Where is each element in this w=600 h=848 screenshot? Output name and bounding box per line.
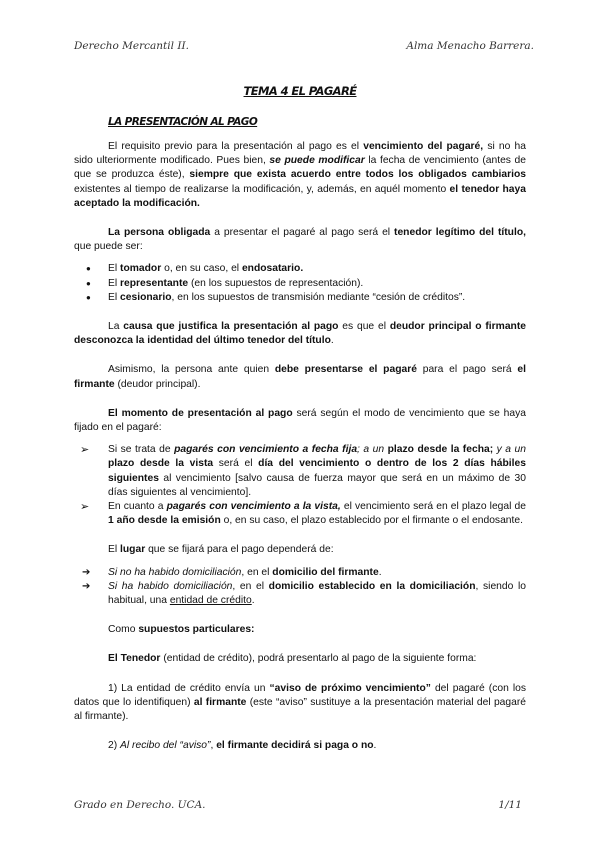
header-left: Derecho Mercantil II. (74, 40, 189, 52)
footer-left: Grado en Derecho. UCA. (74, 799, 206, 811)
paragraph-lugar: El lugar que se fijará para el pago dependerá de: (108, 544, 334, 556)
list-item: ● El cesionario, en los supuestos de transmisión mediante “cesión de créditos”. (74, 291, 526, 305)
list-item: ➢ Si se trata de pagarés con vencimiento a fecha fija; a un plazo desde la fecha; y a un plazo desde la vista será el día del vencimiento o dentro de los 2 días hábiles siguientes al vencimiento [salvo causa de fuerza mayor que será en un máximo de 30 días siguientes al vencimiento]. (74, 443, 526, 500)
paragraph-supuestos: Como supuestos particulares: (108, 624, 255, 636)
list-lugar (74, 566, 526, 609)
list-item: ➢ En cuanto a pagarés con vencimiento a la vista, el vencimiento será en el plazo legal de 1 año desde la emisión o, en su caso, el plazo establecido por el firmante o el endosante. (74, 500, 526, 528)
list-tenedores (74, 262, 526, 305)
paragraph-persona-ante-quien: Asimismo, la persona ante quien debe presentarse el pagaré para el pago será el firmante (deudor principal). (74, 364, 526, 390)
paragraph-tenedor: El Tenedor (entidad de crédito), podrá presentarlo al pago de la siguiente forma: (108, 653, 477, 665)
paragraph-causa: La causa que justifica la presentación al pago es que el deudor principal o firmante desconozca la identidad del último tenedor del título. (74, 321, 526, 347)
paragraph-persona-obligada: La persona obligada a presentar el pagaré al pago será el tenedor legítimo del título, que puede ser: (74, 227, 526, 253)
paragraph-recibo: 2) Al recibo del “aviso”, el firmante decidirá si paga o no. (108, 740, 377, 752)
header-right: Alma Menacho Barrera. (406, 40, 534, 52)
list-item: ➔ Si ha habido domiciliación, en el domicilio establecido en la domiciliación, siendo lo habitual, una entidad de crédito. (74, 580, 526, 608)
paragraph-momento: El momento de presentación al pago será según el modo de vencimiento que se haya fijado en el pagaré: (74, 407, 526, 434)
section-heading: LA PRESENTACIÓN AL PAGO (108, 116, 258, 128)
paragraph-aviso: 1) La entidad de crédito envía un “aviso de próximo vencimiento” del pagaré (con los datos que lo identifiquen) al firmante (este “aviso” sustituye a la presentación material del pagaré al firmante). (74, 682, 527, 723)
list-item: ➔ Si no ha habido domiciliación, en el domicilio del firmante. (74, 566, 526, 580)
list-item: ● El representante (en los supuestos de representación). (74, 277, 526, 291)
page-number: 1/11 (498, 799, 522, 811)
document-title: TEMA 4 EL PAGARÉ (243, 84, 357, 98)
document-body (74, 140, 526, 769)
list-item: ● El tomador o, en su caso, el endosatario. (74, 262, 526, 276)
paragraph-requisito: El requisito previo para la presentación al pago es el vencimiento del pagaré, si no ha sido ulteriormente modificado. Pues bien, se puede modificar la fecha de vencimiento (antes de que se produzca éste), siempre que exista acuerdo entre todos los obligados cambiarios existentes al tiempo de realizarse la modificación, y, además, en aquél momento el tenedor haya aceptado la modificación. (74, 141, 527, 209)
list-vencimientos (74, 443, 526, 528)
